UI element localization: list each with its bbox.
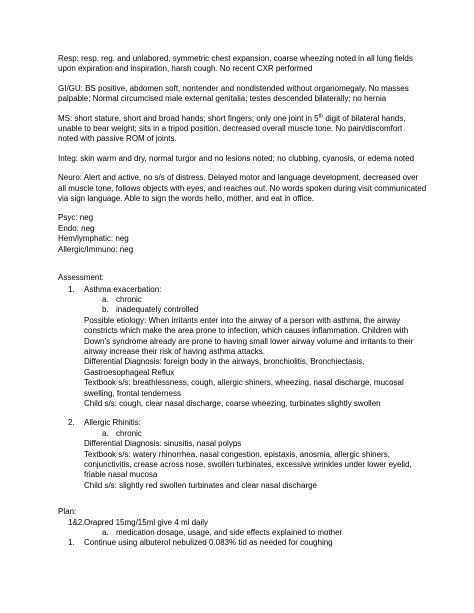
spacer [58,409,428,418]
neuro-line: all muscle tone, follows objects with eyes, and reaches out. No words spoken during visit communicated [58,183,427,193]
resp-section [58,54,428,75]
item-number: 1. [68,538,75,548]
endo-line: Endo: neg [58,223,95,233]
text-line: Differential Diagnosis: sinusitis, nasal polyps [84,439,242,449]
ms-superscript: th [318,112,324,119]
gigu-line: palpable; Normal circumcised male external genitalia; testes descended bilaterally; no hernia [58,94,387,104]
ms-line: unable to bear weight; sits in a tripod position, decreased overall muscle tone. No pain/discomfort [58,124,403,134]
ms-text: MS: short stature, short and broad hands; short fingers; only one joint in 5 [58,113,319,123]
sub-item [58,295,428,305]
text-line: Down’s syndrome already are prone to having small lower airway volume and irritants to their [84,336,414,346]
spacer [58,491,428,507]
list-item [58,418,428,428]
systems-section [58,213,428,255]
text-line: Differential Diagnosis: foreign body in the airways, bronchiolitis, Bronchiectasis, [84,357,365,367]
sub-item-letter: a. [102,428,109,438]
resp-line: upon expiration and inspiration, harsh cough. No recent CXR performed [58,64,313,74]
plan-text: medication dosage, usage, and side effects explained to mother [116,528,343,538]
text-line: Textbook s/s: breathlessness, cough, allergic shiners, wheezing, nasal discharge, mucosal [84,378,404,388]
ms-section [58,114,428,145]
gigu-line: GI/GU: BS positive, abdomen soft, nontender and nondistended without organomegaly. No masses [58,83,409,93]
allergic-line: Allergic/Immuno: neg [58,244,134,254]
neuro-line: via sign language. Able to sign the words hello, mother, and eat in office. [58,194,315,204]
text-line: Textbook s/s: watery rhinorrhea, nasal congestion, epistaxis, anosmia, allergic shiners, [84,449,390,459]
resp-line: Resp: resp. reg. and unlabored, symmetric chest expansion, coarse wheezing noted in all lung fields [58,54,413,63]
etiology-text [58,316,428,410]
plan-text: Orapred 15mg/15ml give 4 ml daily [84,517,209,527]
text-line: swelling, frontal tenderness [84,388,181,398]
text-line: Child s/s: slightly red swollen turbinates and clear nasal discharge [84,480,318,490]
sub-item-letter: b. [102,305,109,315]
plan-sub-item [58,528,428,538]
text-line: Possible etiology: When irritants enter into the airway of a person with asthma, the airway [84,315,401,325]
integ-section [58,154,428,164]
plan-item [58,518,428,528]
document-page [58,54,428,549]
diagnosis-text [58,439,428,491]
sub-item-text: chronic [116,294,142,304]
sub-item [58,429,428,439]
gigu-section [58,84,428,105]
spacer [58,264,428,273]
text-line: friable nasal mucosa [84,470,158,480]
item-number: 1. [68,284,75,294]
sub-item-text: inadequately controlled [116,305,199,315]
text-line: constricts which make the area prone to infection, which causes inflammation. Children with [84,326,409,336]
neuro-section [58,173,428,204]
assessment-item-1 [58,285,428,410]
assessment-item-2 [58,418,428,491]
plan-text: Continue using albuterol nebulized 0.083% tid as needed for coughing [84,538,333,548]
item-title: Allergic Rhinitis: [84,418,141,428]
ms-line [58,114,428,124]
sub-item-letter: a. [102,294,109,304]
plan-title: Plan: [58,507,77,517]
plan-item [58,538,428,548]
text-line: conjunctivitis, crease across nose, swollen turbinates, excessive wrinkles under lower eyelid, [84,460,412,469]
ms-text: digit of bilateral hands, [323,113,406,123]
hem-line: Hem/lymphatic: neg [58,234,129,244]
item-number: 1&2. [68,517,85,527]
assessment-title: Assessment: [58,273,104,283]
sub-item-text: chronic [116,428,142,438]
sub-item-letter: a. [102,528,109,538]
item-number: 2. [68,418,75,428]
text-line: airway increase their risk of having asthma attacks. [84,346,265,356]
text-line: Child s/s: cough, clear nasal discharge, coarse wheezing, turbinates slightly swollen [84,398,381,408]
item-title: Asthma exacerbation: [84,284,162,294]
text-line: Gastroesophageal Reflux [84,367,175,377]
list-item [58,285,428,295]
sub-item [58,305,428,315]
psyc-line: Psyc: neg [58,213,94,223]
ms-line: noted with passive ROM of joints. [58,134,177,144]
integ-line: Integ: skin warm and dry, normal turgor and no lesions noted; no clubbing, cyanosis, or edema noted [58,153,415,163]
neuro-line: Neuro: Alert and active, no s/s of distress. Delayed motor and language development, decreased over [58,173,419,183]
